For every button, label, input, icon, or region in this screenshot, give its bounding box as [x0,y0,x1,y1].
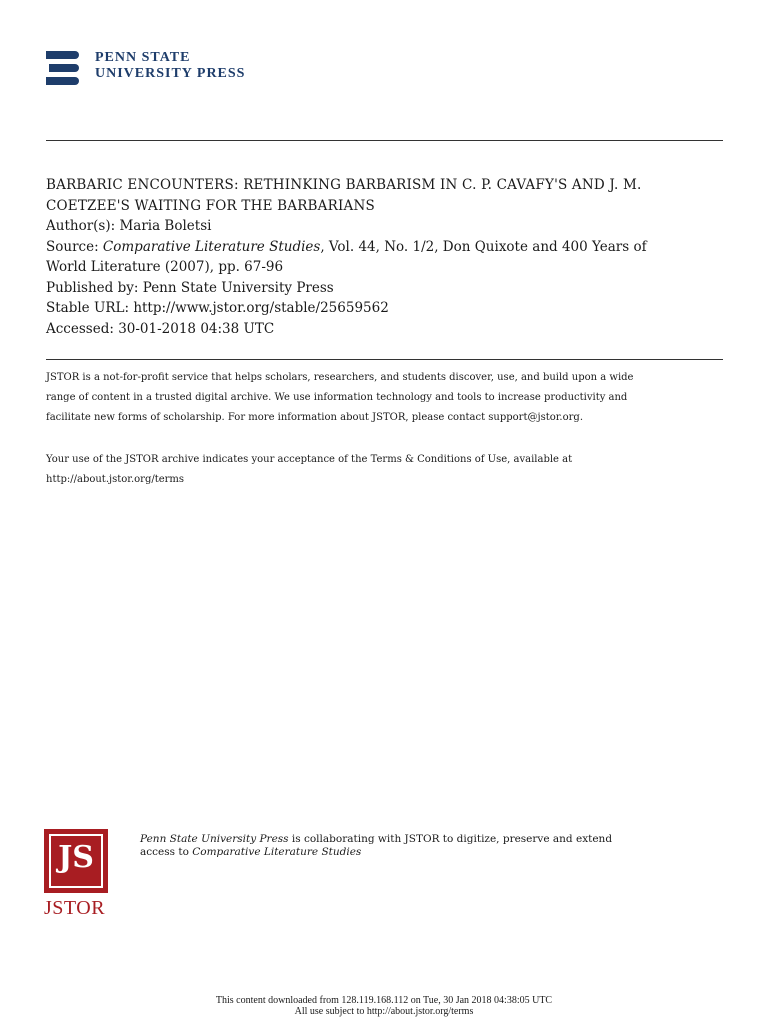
article-title: BARBARIC ENCOUNTERS: RETHINKING BARBARISM IN C. P. CAVAFY'S AND J. M. COETZEE'S WAITING FOR THE BARBARIANS [46,177,642,214]
jstor-notice [46,368,726,428]
jstor-notice-line3: facilitate new forms of scholarship. For more information about JSTOR, please contact support@jstor.org. [46,412,583,423]
stable-url-label: Stable URL: [46,300,134,316]
penn-state-logo-icon [46,50,80,88]
article-metadata [46,175,726,339]
accessed-label: Accessed: [46,320,119,337]
author-name: Maria Boletsi [119,218,212,234]
collab-journal: Comparative Literature Studies [192,846,362,858]
collab-text2: access to [140,846,193,858]
middle-divider [46,359,723,360]
publisher-line1: PENN STATE [95,50,191,65]
publisher-wordmark [95,50,245,82]
author-line [46,216,726,237]
publisher-line2: UNIVERSITY PRESS [95,66,246,81]
footer-line1: This content downloaded from 128.119.168.112 on Tue, 30 Jan 2018 04:38:05 UTC [215,995,553,1006]
published-label: Published by: [46,279,143,296]
journal-name: Comparative Literature Studies [102,238,321,255]
publisher-name: Penn State University Press [142,279,334,296]
terms-notice-line1: Your use of the JSTOR archive indicates your acceptance of the Terms & Conditions of Use, available at [46,454,573,465]
footer-line2: All use subject to http://about.jstor.org/terms [294,1006,474,1017]
source-label: Source: [46,238,103,255]
collaboration-statement [140,833,720,859]
accessed-date: 30-01-2018 04:38 UTC [118,320,275,337]
jstor-wordmark: JSTOR [44,897,106,919]
jstor-seal-letters: JS [58,840,94,875]
download-footer [0,995,768,1017]
collab-press: Penn State University Press [140,833,289,845]
collab-text1: is collaborating with JSTOR to digitize, preserve and extend [288,833,613,845]
jstor-seal-icon [44,829,108,893]
terms-notice [46,450,726,490]
author-label: Author(s): [46,218,120,234]
source-line [46,237,726,258]
source-line-2: World Literature (2007), pp. 67-96 [46,259,284,275]
top-divider [46,140,723,141]
stable-url-line [46,298,726,319]
published-line [46,278,726,299]
source-details: , Vol. 44, No. 1/2, Don Quixote and 400 Years of [320,238,647,255]
accessed-line [46,319,726,340]
jstor-notice-line1: JSTOR is a not-for-profit service that helps scholars, researchers, and students discover, use, and build upon a wide [46,372,634,383]
publisher-logo [46,50,245,88]
jstor-logo [44,829,110,920]
jstor-notice-line2: range of content in a trusted digital archive. We use information technology and tools to increase productivity and [46,392,628,403]
stable-url-link[interactable]: http://www.jstor.org/stable/25659562 [133,300,389,316]
terms-link[interactable]: http://about.jstor.org/terms [46,474,185,485]
